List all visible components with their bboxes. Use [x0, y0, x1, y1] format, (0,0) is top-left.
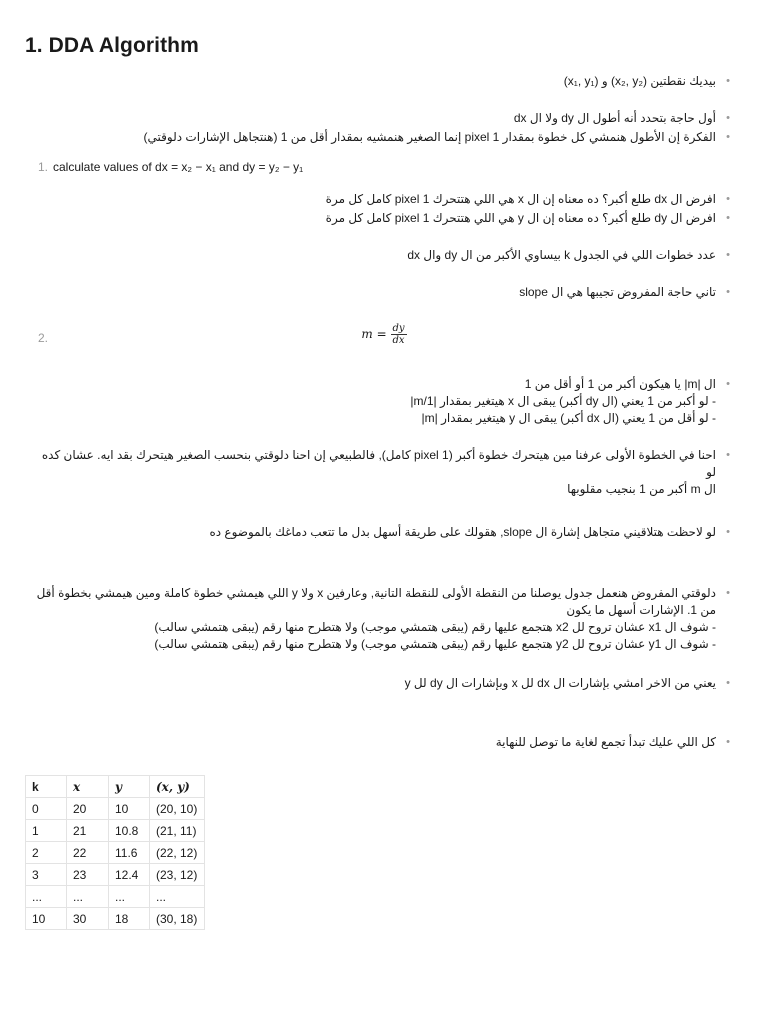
table-cell: 10.8	[109, 820, 150, 842]
table-cell: ...	[26, 886, 67, 908]
table-cell: 23	[67, 864, 109, 886]
table-row	[26, 886, 205, 908]
ordered-item-text: calculate values of dx = x₂ − x₁ and dy = y₂ − y₁	[53, 160, 304, 174]
table-cell: 21	[67, 820, 109, 842]
table-cell: (21, 11)	[150, 820, 205, 842]
table-cell: 11.6	[109, 842, 150, 864]
column-header: k	[26, 776, 67, 798]
table-cell: 18	[109, 908, 150, 930]
list-item: • لو لاحظت هتلاقيني متجاهل إشارة ال slope, هقولك على طريقة أسهل بدل ما تتعب دماغك بالموضوع ده	[30, 524, 716, 541]
table-cell: 30	[67, 908, 109, 930]
column-header: y	[109, 776, 150, 798]
table-cell: 10	[109, 798, 150, 820]
table-cell: 0	[26, 798, 67, 820]
table-cell: (23, 12)	[150, 864, 205, 886]
list-item: • دلوقتي المفروض هنعمل جدول يوصلنا من النقطة الأولى للنقطة التانية, وعارفين x ولا y اللي هيمشي خطوة كاملة ومين هيمشي بخطوة أقل من 1. الإشارات أسهل ما يكون - شوف ال x1 عشان تروح لل x2 هتجمع عليها رقم (يبقى هتمشي موجب) ولا هتطرح منها رقم (يبقى هتمشي سالب) - شوف ال y1 عشان تروح لل y2 هتجمع عليها رقم (يبقى هتمشي موجب) ولا هتطرح منها رقم (يبقى هتمشي سالب)	[30, 585, 716, 653]
table-row	[26, 908, 205, 930]
table-cell: ...	[150, 886, 205, 908]
fraction: $\frac{dy}{dx}$	[392, 323, 405, 346]
list-item: • ال |m| يا هيكون أكبر من 1 أو أقل من 1 - لو أكبر من 1 يعني (ال dy أكبر) يبقى ال x هيتغير بمقدار |1/m| - لو أقل من 1 يعني (ال dx أكبر) يبقى ال y هيتغير بمقدار |m|	[30, 376, 716, 427]
list-item: • افرض ال dx طلع أكبر؟ ده معناه إن ال x هي اللي هتتحرك pixel 1 كامل كل مرة	[30, 191, 716, 208]
ordered-number: 2.	[38, 331, 49, 345]
slope-equation: m = $\frac{dy}{dx}$	[361, 323, 405, 346]
list-item: • كل اللي عليك تبدأ تجمع لغاية ما توصل للنهاية	[30, 734, 716, 751]
table-row	[26, 842, 205, 864]
dda-table	[25, 775, 205, 930]
table-row	[26, 820, 205, 842]
ordered-number: 1.	[38, 160, 49, 174]
table-row	[26, 798, 205, 820]
table-cell: 1	[26, 820, 67, 842]
table-cell: 10	[26, 908, 67, 930]
column-header: (x, y)	[150, 776, 205, 798]
list-item: • بيديك نقطتين (x₂, y₂) و (x₁, y₁)	[30, 73, 716, 90]
table-cell: 3	[26, 864, 67, 886]
table-cell: ...	[67, 886, 109, 908]
table-cell: (30, 18)	[150, 908, 205, 930]
table-cell: ...	[109, 886, 150, 908]
table-cell: 20	[67, 798, 109, 820]
list-item: • أول حاجة بتحدد أنه أطول ال dy ولا ال dx	[30, 110, 716, 127]
table-cell: (20, 10)	[150, 798, 205, 820]
table-cell: 12.4	[109, 864, 150, 886]
list-item: • عدد خطوات اللي في الجدول k بيساوي الأكبر من ال dy وال dx	[30, 247, 716, 264]
list-item: • افرض ال dy طلع أكبر؟ ده معناه إن ال y هي اللي هتتحرك pixel 1 كامل كل مرة	[30, 210, 716, 227]
table-cell: (22, 12)	[150, 842, 205, 864]
column-header: x	[67, 776, 109, 798]
page-title: 1. DDA Algorithm	[25, 34, 199, 57]
table-row	[26, 864, 205, 886]
list-item: • احنا في الخطوة الأولى عرفنا مين هيتحرك خطوة أكبر (pixel 1 كامل), فالطبيعي إن احنا دلوقتي بنحسب الصغير هيتحرك بقد ايه. عشان كده لو ال m أكبر من 1 بنجيب مقلوبها	[30, 447, 716, 498]
list-item: • الفكرة إن الأطول هنمشي كل خطوة بمقدار pixel 1 إنما الصغير هنمشيه بمقدار أقل من 1 (هنتجاهل الإشارات دلوقتي)	[30, 129, 716, 146]
list-item: • تاني حاجة المفروض تجيبها هي ال slope	[30, 284, 716, 301]
table-cell: 2	[26, 842, 67, 864]
list-item: • يعني من الاخر امشي بإشارات ال dx لل x وبإشارات ال dy لل y	[30, 675, 716, 692]
table-cell: 22	[67, 842, 109, 864]
table-header-row	[26, 776, 205, 798]
